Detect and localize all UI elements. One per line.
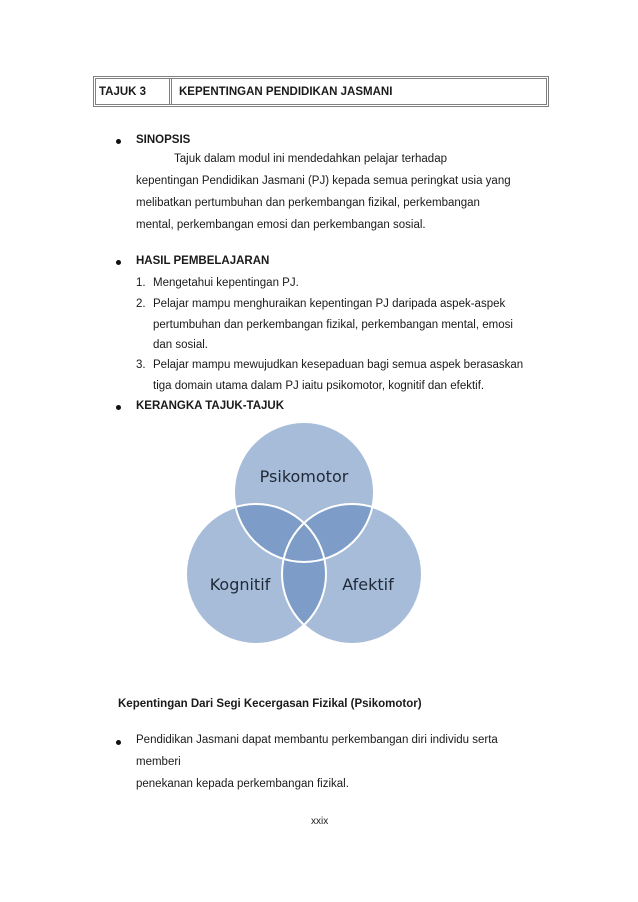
- list-item: Pelajar mampu menghuraikan kepentingan PJ daripada aspek-aspek: [153, 298, 506, 310]
- sinopsis-line: mental, perkembangan emosi dan perkembangan sosial.: [136, 219, 426, 231]
- sinopsis-line: Tajuk dalam modul ini mendedahkan pelajar terhadap: [174, 153, 447, 165]
- topic-header-table: [93, 76, 549, 107]
- sinopsis-line: kepentingan Pendidikan Jasmani (PJ) kepada semua peringkat usia yang: [136, 175, 511, 187]
- list-number: 1.: [136, 277, 146, 289]
- list-item: pertumbuhan dan perkembangan fizikal, perkembangan mental, emosi: [153, 319, 513, 331]
- hasil-heading: HASIL PEMBELAJARAN: [136, 255, 270, 267]
- bullet-icon: [116, 260, 121, 265]
- venn-label-kognitif: Kognitif: [209, 575, 271, 594]
- section-title: Kepentingan Dari Segi Kecergasan Fizikal (Psikomotor): [118, 698, 422, 710]
- sinopsis-heading: SINOPSIS: [136, 134, 191, 146]
- list-item: Pelajar mampu mewujudkan kesepaduan bagi semua aspek berasaskan: [153, 359, 524, 371]
- kerangka-heading: KERANGKA TAJUK-TAJUK: [136, 400, 285, 412]
- section-bullet-line: memberi: [136, 756, 181, 768]
- venn-label-afektif: Afektif: [342, 575, 394, 594]
- topic-title: KEPENTINGAN PENDIDIKAN JASMANI: [179, 86, 393, 98]
- sinopsis-line: melibatkan pertumbuhan dan perkembangan fizikal, perkembangan: [136, 197, 480, 209]
- venn-diagram: [170, 410, 470, 690]
- section-bullet-line: penekanan kepada perkembangan fizikal.: [136, 778, 349, 790]
- list-item: Mengetahui kepentingan PJ.: [153, 277, 299, 289]
- bullet-icon: [116, 139, 121, 144]
- venn-label-psikomotor: Psikomotor: [259, 467, 349, 486]
- list-number: 3.: [136, 359, 146, 371]
- bullet-icon: [116, 740, 121, 745]
- list-item: tiga domain utama dalam PJ iaitu psikomotor, kognitif dan efektif.: [153, 380, 485, 392]
- section-bullet-line: Pendidikan Jasmani dapat membantu perkembangan diri individu serta: [136, 734, 498, 746]
- topic-number: TAJUK 3: [96, 79, 172, 104]
- bullet-icon: [116, 405, 121, 410]
- list-number: 2.: [136, 298, 146, 310]
- page-number: xxix: [311, 816, 329, 827]
- list-item: dan sosial.: [153, 339, 208, 351]
